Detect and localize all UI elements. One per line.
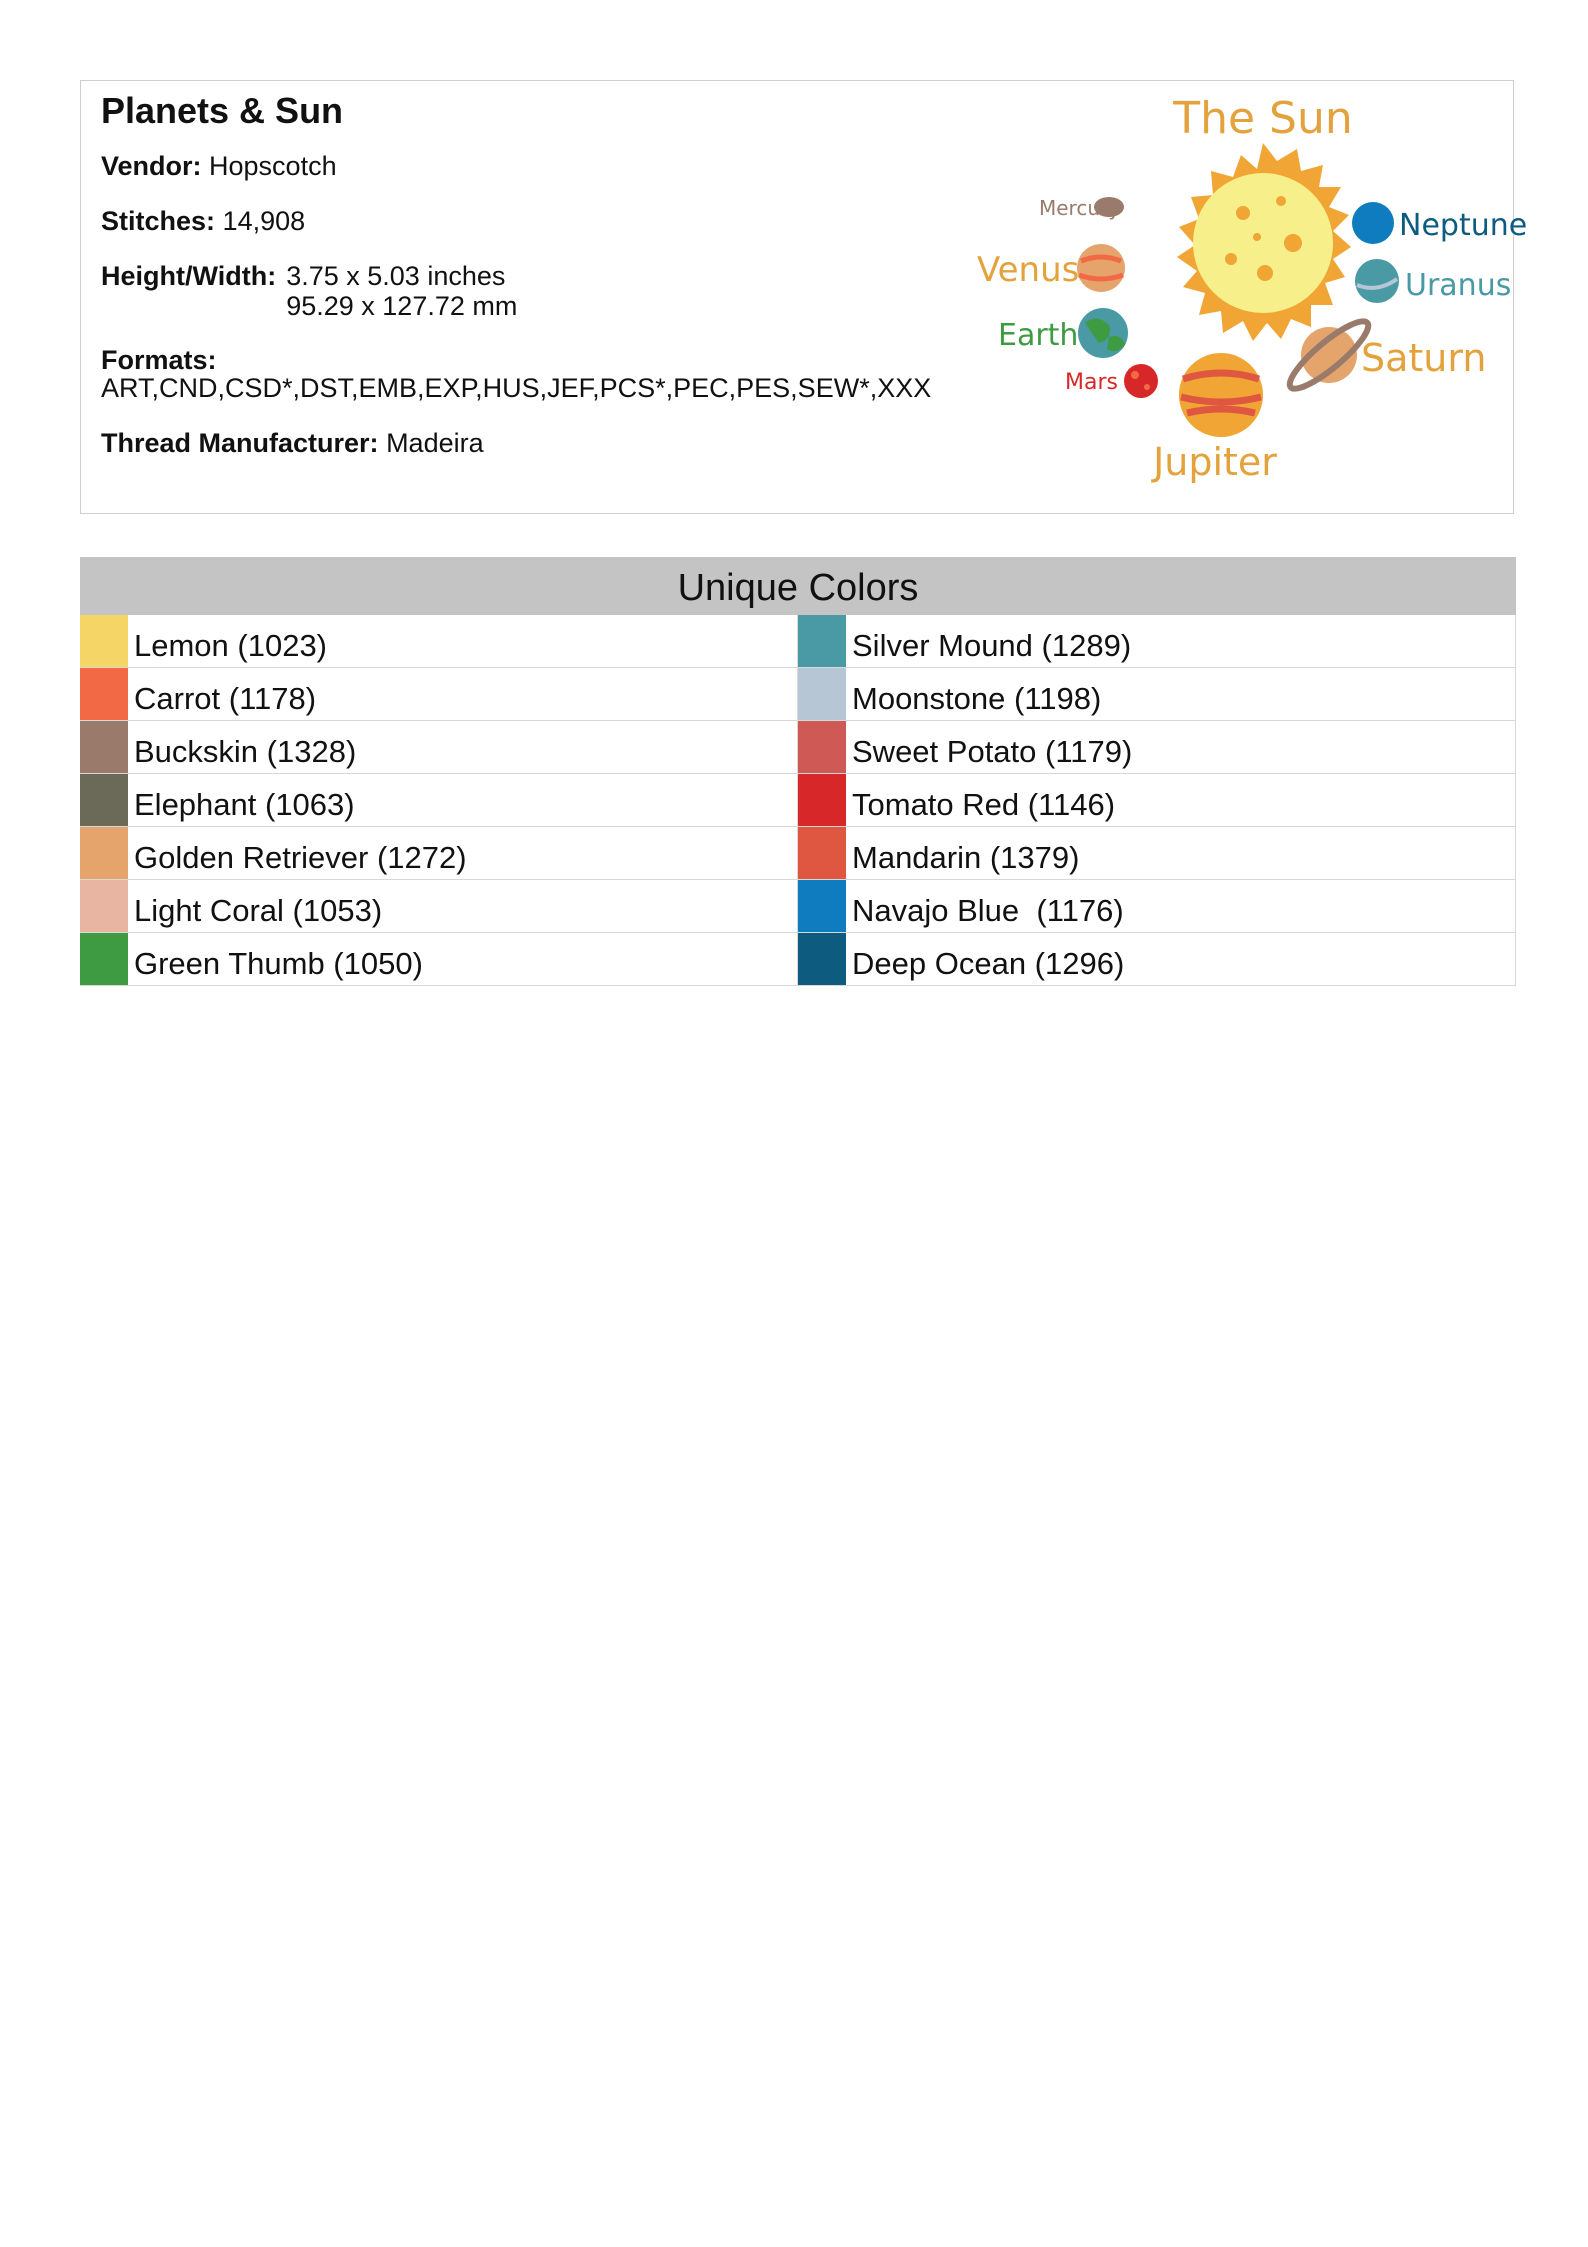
color-swatch [798, 615, 846, 667]
thread-row [101, 428, 1061, 458]
color-swatch [798, 721, 846, 773]
color-row [798, 774, 1516, 827]
color-swatch [80, 774, 128, 826]
design-info-card [80, 80, 1528, 514]
color-row [80, 880, 798, 933]
color-grid [80, 615, 1516, 986]
color-name: Green Thumb (1050) [134, 946, 423, 981]
neptune-icon [1352, 202, 1527, 244]
color-row [80, 774, 798, 827]
color-name: Moonstone (1198) [852, 681, 1102, 716]
stitches-value: 14,908 [222, 205, 306, 236]
size-inches: 3.75 x 5.03 inches [286, 261, 506, 292]
formats-value: ART,CND,CSD*,DST,EMB,EXP,HUS,JEF,PCS*,PEC,PES,SEW*,XXX [101, 372, 932, 403]
neptune-label: Neptune [1399, 208, 1528, 243]
earth-icon [998, 308, 1128, 358]
mercury-icon [1039, 196, 1124, 220]
color-row [80, 933, 798, 986]
color-name: Carrot (1178) [134, 681, 317, 716]
color-swatch [80, 668, 128, 720]
formats-label: Formats: [101, 344, 217, 375]
color-name: Elephant (1063) [134, 787, 355, 822]
mars-label: Mars [1065, 370, 1118, 395]
thread-value: Madeira [386, 427, 484, 458]
color-row [798, 827, 1516, 880]
color-swatch [798, 827, 846, 879]
color-name: Silver Mound (1289) [852, 628, 1132, 663]
sun-label: The Sun [1173, 93, 1353, 144]
vendor-value: Hopscotch [209, 150, 337, 181]
mercury-label: Mercury [1039, 196, 1121, 220]
uranus-label: Uranus [1405, 268, 1512, 303]
uranus-icon [1355, 259, 1511, 303]
color-swatch [80, 615, 128, 667]
color-row [80, 827, 798, 880]
vendor-label: Vendor: [101, 150, 202, 181]
color-name: Tomato Red (1146) [852, 787, 1116, 822]
color-swatch [798, 880, 846, 932]
color-swatch [798, 774, 846, 826]
sun-icon [1172, 93, 1353, 341]
color-name: Lemon (1023) [134, 628, 328, 663]
color-swatch [798, 933, 846, 985]
color-swatch [798, 668, 846, 720]
color-row [80, 721, 798, 774]
color-row [798, 668, 1516, 721]
color-row [798, 615, 1516, 668]
color-name: Deep Ocean (1296) [852, 946, 1125, 981]
color-row [798, 933, 1516, 986]
size-values [286, 261, 517, 321]
color-row [798, 880, 1516, 933]
thread-label: Thread Manufacturer: [101, 427, 379, 458]
design-preview-image [953, 83, 1528, 511]
saturn-label: Saturn [1361, 336, 1487, 380]
color-name: Sweet Potato (1179) [852, 734, 1133, 769]
earth-label: Earth [998, 318, 1079, 353]
design-details [101, 91, 1061, 483]
jupiter-label: Jupiter [1153, 440, 1277, 484]
color-name: Navajo Blue (1176) [852, 893, 1124, 928]
unique-colors-header: Unique Colors [80, 557, 1516, 615]
size-label: Height/Width: [101, 261, 277, 292]
color-name: Mandarin (1379) [852, 840, 1080, 875]
color-name: Golden Retriever (1272) [134, 840, 467, 875]
design-title: Planets & Sun [101, 90, 344, 131]
color-row [798, 721, 1516, 774]
venus-icon [977, 244, 1125, 292]
color-swatch [80, 880, 128, 932]
jupiter-icon [1151, 353, 1277, 484]
vendor-row [101, 151, 1061, 181]
unique-colors-table [80, 557, 1516, 986]
color-name: Buckskin (1328) [134, 734, 357, 769]
saturn-icon [1282, 313, 1486, 397]
size-mm: 95.29 x 127.72 mm [286, 291, 518, 322]
color-name: Light Coral (1053) [134, 893, 383, 928]
color-swatch [80, 827, 128, 879]
venus-label: Venus [977, 250, 1080, 290]
stitches-row [101, 206, 1061, 236]
color-swatch [80, 933, 128, 985]
size-row [101, 261, 1061, 321]
mars-icon [1065, 364, 1158, 398]
stitches-label: Stitches: [101, 205, 216, 236]
color-swatch [80, 721, 128, 773]
color-row [80, 615, 798, 668]
color-row [80, 668, 798, 721]
